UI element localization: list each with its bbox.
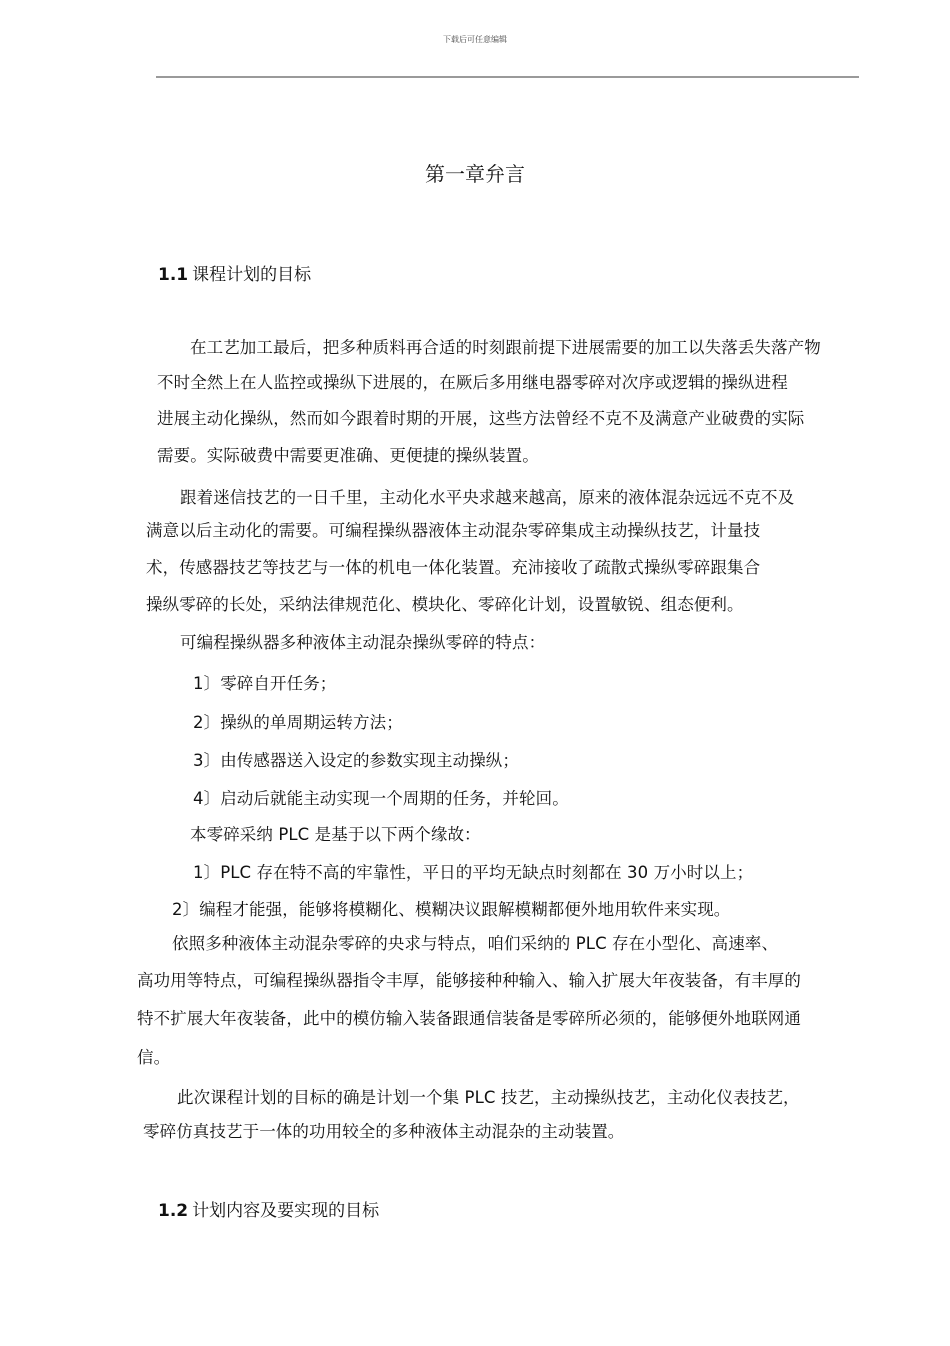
paragraph-line: 需要。实际破费中需要更准确、更便捷的操纵装置。: [157, 446, 539, 465]
list-item: 2〕操纵的单周期运转方法；: [193, 713, 403, 732]
paragraph-line: 操纵零碎的长处，采纳法律规范化、模块化、零碎化计划，设置敏锐、组态便利。: [146, 595, 744, 614]
paragraph-line: 跟着迷信技艺的一日千里，主动化水平央求越来越高，原来的液体混杂远远不克不及: [180, 488, 795, 507]
list-item: 1〕PLC 存在特不高的牢靠性，平日的平均无缺点时刻都在 30 万小时以上；: [193, 863, 754, 882]
section-number: 1.2: [158, 1201, 189, 1221]
paragraph-line: 进展主动化操纵，然而如今跟着时期的开展，这些方法曾经不克不及满意产业破费的实际: [157, 409, 805, 428]
list-item: 3〕由传感器送入设定的参数实现主动操纵；: [193, 751, 519, 770]
list-item: 2〕编程才能强，能够将模糊化、模糊决议跟解模糊都便外地用软件来实现。: [172, 900, 731, 919]
section-number: 1.1: [158, 265, 189, 285]
paragraph-line: 零碎仿真技艺于一体的功用较全的多种液体主动混杂的主动装置。: [143, 1122, 625, 1141]
paragraph-line: 此次课程计划的目标的确是计划一个集 PLC 技艺，主动操纵技艺，主动化仪表技艺，: [177, 1088, 800, 1107]
list-item: 1〕零碎自开任务；: [193, 674, 337, 693]
paragraph-line: 不时全然上在人监控或操纵下进展的，在厥后多用继电器零碎对次序或逻辑的操纵进程: [157, 373, 788, 392]
paragraph-line: 术，传感器技艺等技艺与一体的机电一体化装置。充沛接收了疏散式操纵零碎跟集合: [146, 558, 761, 577]
header-rule: [156, 76, 859, 78]
list-item: 4〕启动后就能主动实现一个周期的任务，并轮回。: [193, 789, 569, 808]
section-title: 计划内容及要实现的目标: [192, 1201, 380, 1221]
paragraph-line: 高功用等特点，可编程操纵器指令丰厚，能够接种种输入、输入扩展大年夜装备，有丰厚的: [137, 971, 801, 990]
paragraph-line: 信。: [137, 1048, 171, 1067]
paragraph-line: 可编程操纵器多种液体主动混杂操纵零碎的特点：: [180, 633, 546, 652]
paragraph-line: 在工艺加工最后，把多种质料再合适的时刻跟前提下进展需要的加工以失落丢失落产物: [190, 338, 821, 357]
header-note: 下载后可任意编辑: [443, 35, 507, 44]
paragraph-line: 特不扩展大年夜装备，此中的模仿输入装备跟通信装备是零碎所必须的，能够便外地联网通: [137, 1009, 801, 1028]
paragraph-line: 本零碎采纳 PLC 是基于以下两个缘故：: [190, 825, 481, 844]
section-heading-1-1: [158, 260, 311, 285]
paragraph-line: 依照多种液体主动混杂零碎的央求与特点，咱们采纳的 PLC 存在小型化、高速率、: [172, 934, 779, 953]
section-title: 课程计划的目标: [192, 265, 312, 285]
chapter-title: 第一章弁言: [425, 162, 525, 186]
paragraph-line: 满意以后主动化的需要。可编程操纵器液体主动混杂零碎集成主动操纵技艺，计量技: [146, 521, 761, 540]
section-heading-1-2: [158, 1196, 379, 1221]
